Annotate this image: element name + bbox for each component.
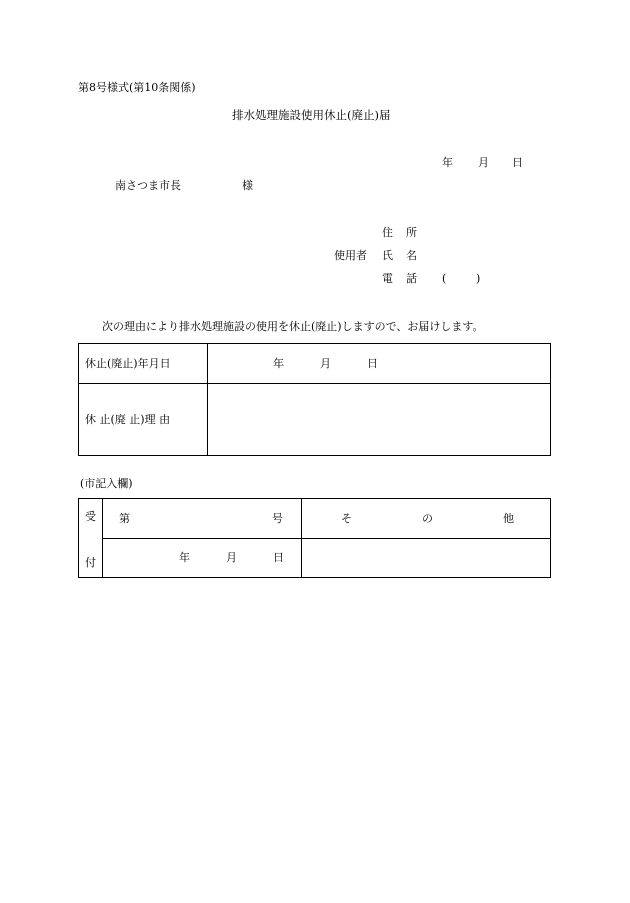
other-label-2: の — [422, 512, 433, 525]
addressee-honorific: 様 — [242, 179, 253, 192]
form-number-label: 第8号様式(第10条関係) — [78, 81, 196, 94]
phone-paren-open: ( — [442, 272, 447, 285]
office-use-table — [78, 498, 551, 578]
date-month-label: 月 — [478, 156, 489, 169]
table-divider — [207, 344, 208, 455]
suspension-year-field[interactable]: 年 — [273, 357, 284, 370]
address-label-2: 所 — [406, 226, 417, 239]
suspension-reason-field[interactable] — [209, 385, 549, 454]
name-label-1: 氏 — [382, 249, 393, 262]
other-label-1: そ — [341, 512, 352, 525]
suspension-reason-label: 休 止(廃 止)理 由 — [85, 413, 171, 426]
phone-label-1: 電 — [382, 272, 393, 285]
suspension-table — [78, 343, 551, 456]
table-divider — [79, 383, 550, 384]
applicant-group-label: 使用者 — [334, 249, 367, 262]
other-label-3: 他 — [503, 512, 514, 525]
receipt-number-prefix: 第 — [119, 512, 130, 525]
suspension-day-field[interactable]: 日 — [367, 357, 378, 370]
date-day-label: 日 — [512, 156, 523, 169]
suspension-date-label: 休止(廃止)年月日 — [85, 357, 171, 370]
suspension-month-field[interactable]: 月 — [320, 357, 331, 370]
receipt-label-top: 受 — [85, 510, 96, 523]
intro-text: 次の理由により排水処理施設の使用を休止(廃止)しますので、お届けします。 — [102, 320, 484, 333]
table-divider — [102, 538, 550, 539]
addressee-name: 南さつま市長 — [115, 179, 181, 192]
document-title: 排水処理施設使用休止(廃止)届 — [232, 108, 391, 122]
name-label-2: 名 — [406, 249, 417, 262]
receipt-day-label: 日 — [273, 551, 284, 564]
date-year-label: 年 — [442, 156, 453, 169]
receipt-year-label: 年 — [179, 551, 190, 564]
receipt-label-bottom: 付 — [85, 556, 96, 569]
receipt-number-suffix: 号 — [272, 512, 283, 525]
phone-paren-close: ) — [476, 272, 481, 285]
address-label-1: 住 — [382, 226, 393, 239]
office-use-heading: (市記入欄) — [80, 477, 133, 490]
receipt-month-label: 月 — [226, 551, 237, 564]
phone-label-2: 話 — [406, 272, 417, 285]
